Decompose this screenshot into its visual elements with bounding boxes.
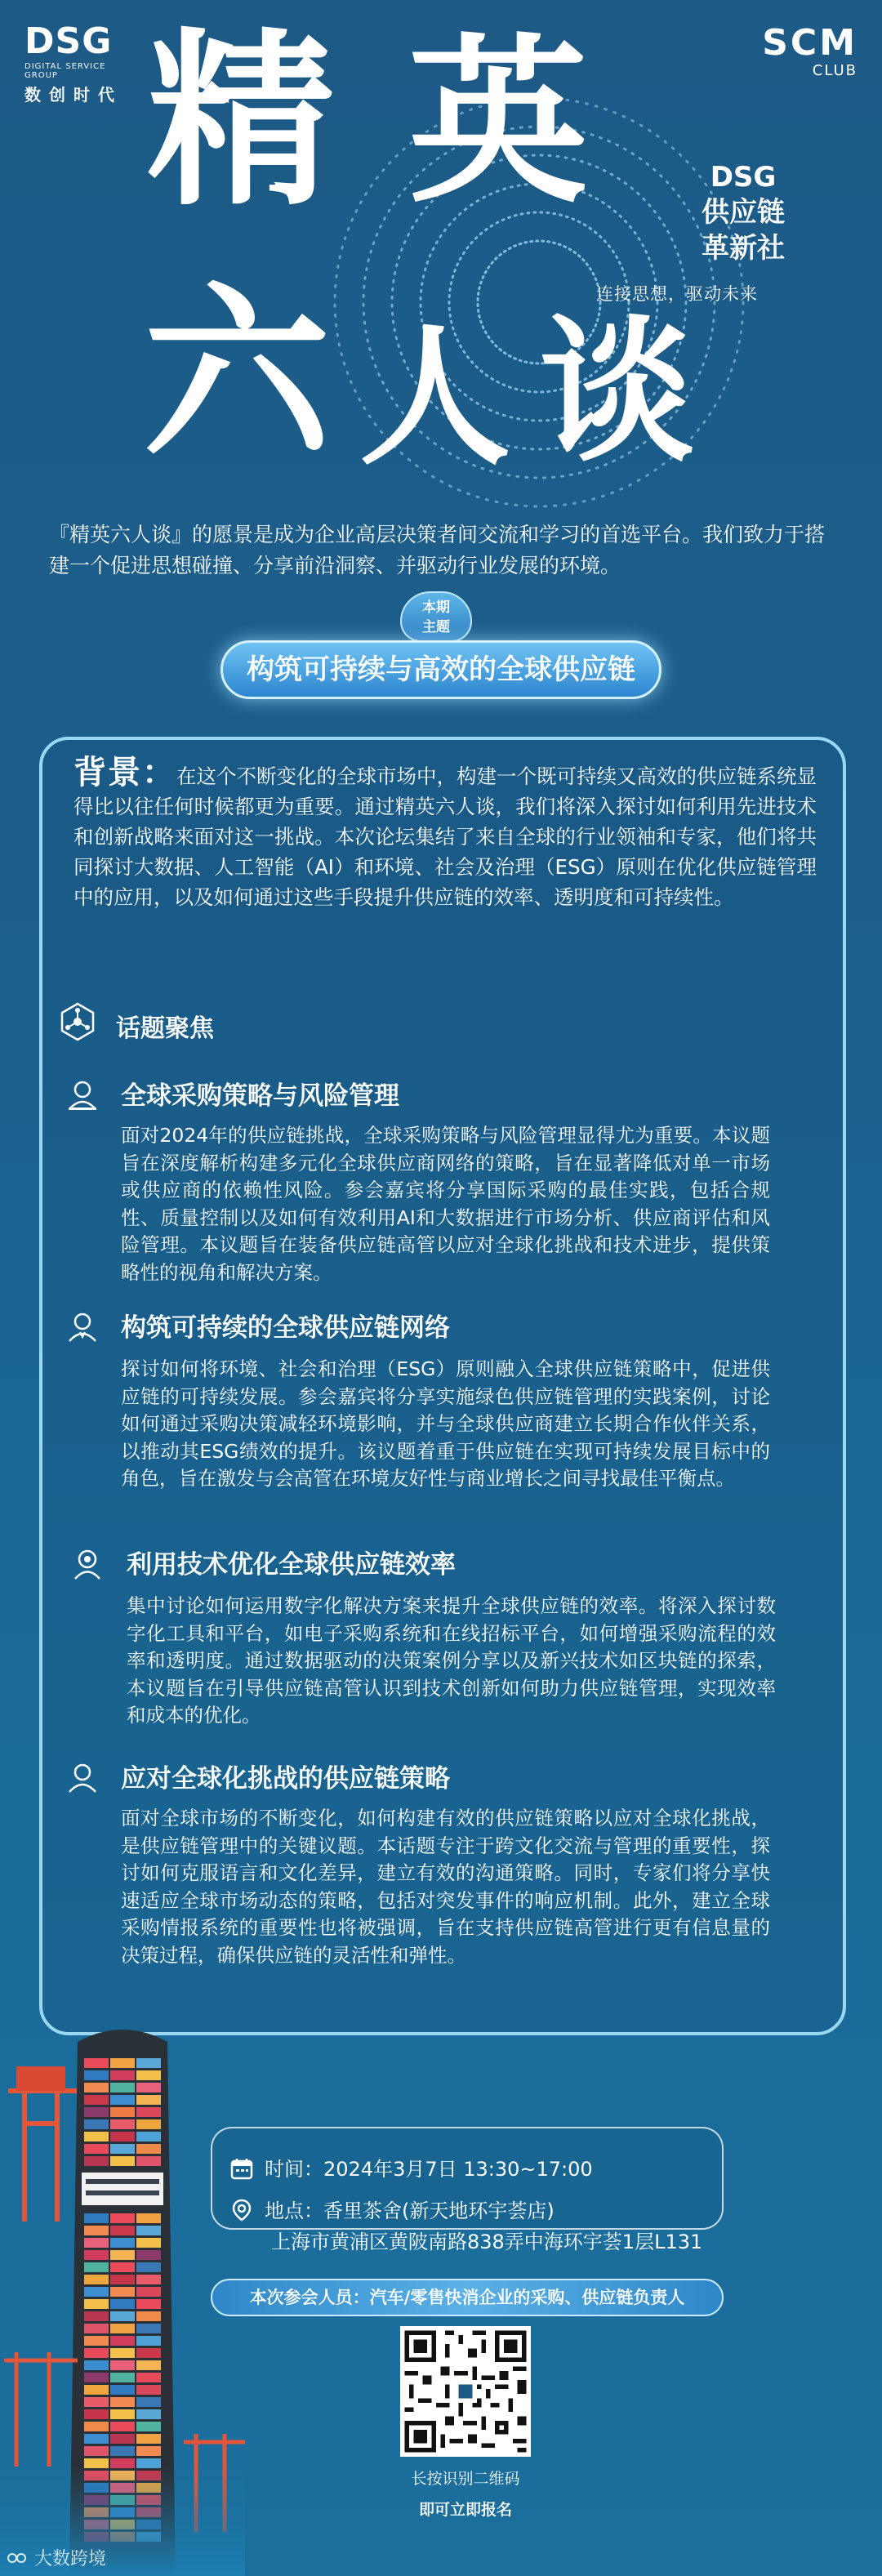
hero-title-char-5: 谈 bbox=[539, 301, 695, 482]
event-location-line-1: 地点：香里茶舍(新天地环宇荟店) bbox=[265, 2199, 555, 2222]
speaker-avatar-icon bbox=[65, 1310, 100, 1344]
theme-tag bbox=[400, 591, 472, 642]
dsg-logo-subtitle-en: DIGITAL SERVICE GROUP bbox=[24, 62, 106, 80]
attendees-banner: 本次参会人员：汽车/零售快消企业的采购、供应链负责人 bbox=[211, 2279, 724, 2316]
calendar-icon bbox=[230, 2157, 253, 2180]
speaker-avatar-icon bbox=[65, 1761, 100, 1795]
qr-caption-1: 长按识别二维码 bbox=[411, 2470, 520, 2488]
dsg-logo-main: DSG bbox=[24, 20, 113, 62]
topic-title: 构筑可持续的全球供应链网络 bbox=[121, 1313, 450, 1343]
scm-club-logo bbox=[762, 22, 858, 79]
network-hexagon-icon bbox=[57, 1001, 98, 1042]
background-section bbox=[74, 754, 817, 912]
background-text: 在这个不断变化的全球市场中，构建一个既可持续又高效的供应链系统显得比以往任何时候都更为重要。通过精英六人谈，我们将深入探讨如何利用先进技术和创新战略来面对这一挑战。本次论坛集结了来自全球的行业领袖和专家，他们将共同探讨大数据、人工智能（AI）和环境、社会及治理（ESG）原则在优化供应链管理中的应用，以及如何通过这些手段提升供应链的效率、透明度和可持续性。 bbox=[74, 764, 817, 909]
hero-title-char-3: 六 bbox=[143, 266, 332, 484]
event-location bbox=[230, 2195, 702, 2257]
event-time-text: 时间：2024年3月7日 13:30~17:00 bbox=[265, 2158, 593, 2181]
speaker-avatar-icon bbox=[65, 1078, 100, 1112]
topic-body: 探讨如何将环境、社会和治理（ESG）原则融入全球供应链策略中，促进供应链的可持续发展。参会嘉宾将分享实施绿色供应链管理的实践案例，讨论如何通过采购决策减轻环境影响，并与全球供应商建立长期合作伙伴关系，以推动其ESG绩效的提升。该议题着重于供应链在实现可持续发展目标中的角色，旨在激发与会高管在环境友好性与商业增长之间寻找最佳平衡点。 bbox=[121, 1357, 770, 1490]
watermark-logo-icon bbox=[7, 2549, 29, 2567]
hero-title-char-1: 精 bbox=[147, 13, 336, 231]
club-name-line-2: 供应链 bbox=[702, 196, 785, 229]
scm-logo-main: SCM bbox=[762, 22, 858, 64]
scm-logo-sub: CLUB bbox=[812, 62, 858, 79]
topic-title: 全球采购策略与风险管理 bbox=[121, 1081, 399, 1111]
topic-title: 应对全球化挑战的供应链策略 bbox=[121, 1764, 450, 1794]
container-ship-illustration bbox=[0, 2009, 245, 2576]
hero-title-char-2: 英 bbox=[408, 18, 589, 227]
topic-body: 集中讨论如何运用数字化解决方案来提升全球供应链的效率。将深入探讨数字化工具和平台，如电子采购系统和在线招标平台，如何增强采购流程的效率和透明度。通过数据驱动的决策案例分享以及新兴技术如区块链的探索，本议题旨在引导供应链高管认识到技术创新如何助力供应链管理，实现效率和成本的优化。 bbox=[127, 1594, 776, 1727]
background-label: 背景： bbox=[74, 754, 176, 791]
registration-qr-code[interactable] bbox=[400, 2326, 531, 2457]
theme-tag-line-1: 本期 bbox=[422, 599, 450, 616]
club-name bbox=[657, 160, 829, 266]
qr-caption-2: 即可立即报名 bbox=[418, 2501, 512, 2519]
footer-watermark-text: 大数跨境 bbox=[34, 2549, 107, 2569]
slogan: 连接思想，驱动未来 bbox=[596, 284, 758, 304]
footer-watermark bbox=[7, 2545, 106, 2570]
topic-title: 利用技术优化全球供应链效率 bbox=[127, 1550, 456, 1580]
topic-body: 面对2024年的供应链挑战，全球采购策略与风险管理显得尤为重要。本议题旨在深度解析构建多元化全球供应商网络的策略，旨在显著降低对单一市场或供应商的依赖性风险。参会嘉宾将分享国际采购的最佳实践，包括合规性、质量控制以及如何有效利用AI和大数据进行市场分析、供应商评估和风险管理。本议题旨在装备供应链高管以应对全球化挑战和技术进步，提供策略性的视角和解决方案。 bbox=[121, 1124, 770, 1284]
event-location-line-2: 上海市黄浦区黄陂南路838弄中海环宇荟1层L131 bbox=[271, 2231, 703, 2253]
intro-text: 『精英六人谈』的愿景是成为企业高层决策者间交流和学习的首选平台。我们致力于搭建一个促进思想碰撞、分享前沿洞察、并驱动行业发展的环境。 bbox=[49, 523, 826, 577]
dsg-logo bbox=[24, 20, 139, 105]
dsg-logo-subtitle-cn: 数创时代 bbox=[24, 85, 122, 105]
speaker-avatar-icon bbox=[70, 1547, 105, 1581]
hero-title-char-4: 人 bbox=[359, 310, 510, 486]
theme-tag-line-2: 主题 bbox=[422, 619, 450, 635]
club-name-line-3: 革新社 bbox=[702, 232, 785, 265]
topics-heading-text: 话题聚焦 bbox=[116, 1014, 214, 1043]
topic-body: 面对全球市场的不断变化，如何构建有效的供应链策略以应对全球化挑战，是供应链管理中的关键议题。本话题专注于跨文化交流与管理的重要性，探讨如何克服语言和文化差异，建立有效的沟通策略。同时，专家们将分享快速适应全球市场动态的策略，包括对突发事件的响应机制。此外，建立全球采购情报系统的重要性也将被强调，旨在支持供应链高管进行更有信息量的决策过程，确保供应链的灵活性和弹性。 bbox=[121, 1807, 770, 1967]
location-pin-icon bbox=[230, 2199, 253, 2222]
theme-title: 构筑可持续与高效的全球供应链 bbox=[220, 640, 662, 699]
event-time bbox=[230, 2153, 593, 2182]
club-name-line-1: DSG bbox=[710, 161, 777, 194]
